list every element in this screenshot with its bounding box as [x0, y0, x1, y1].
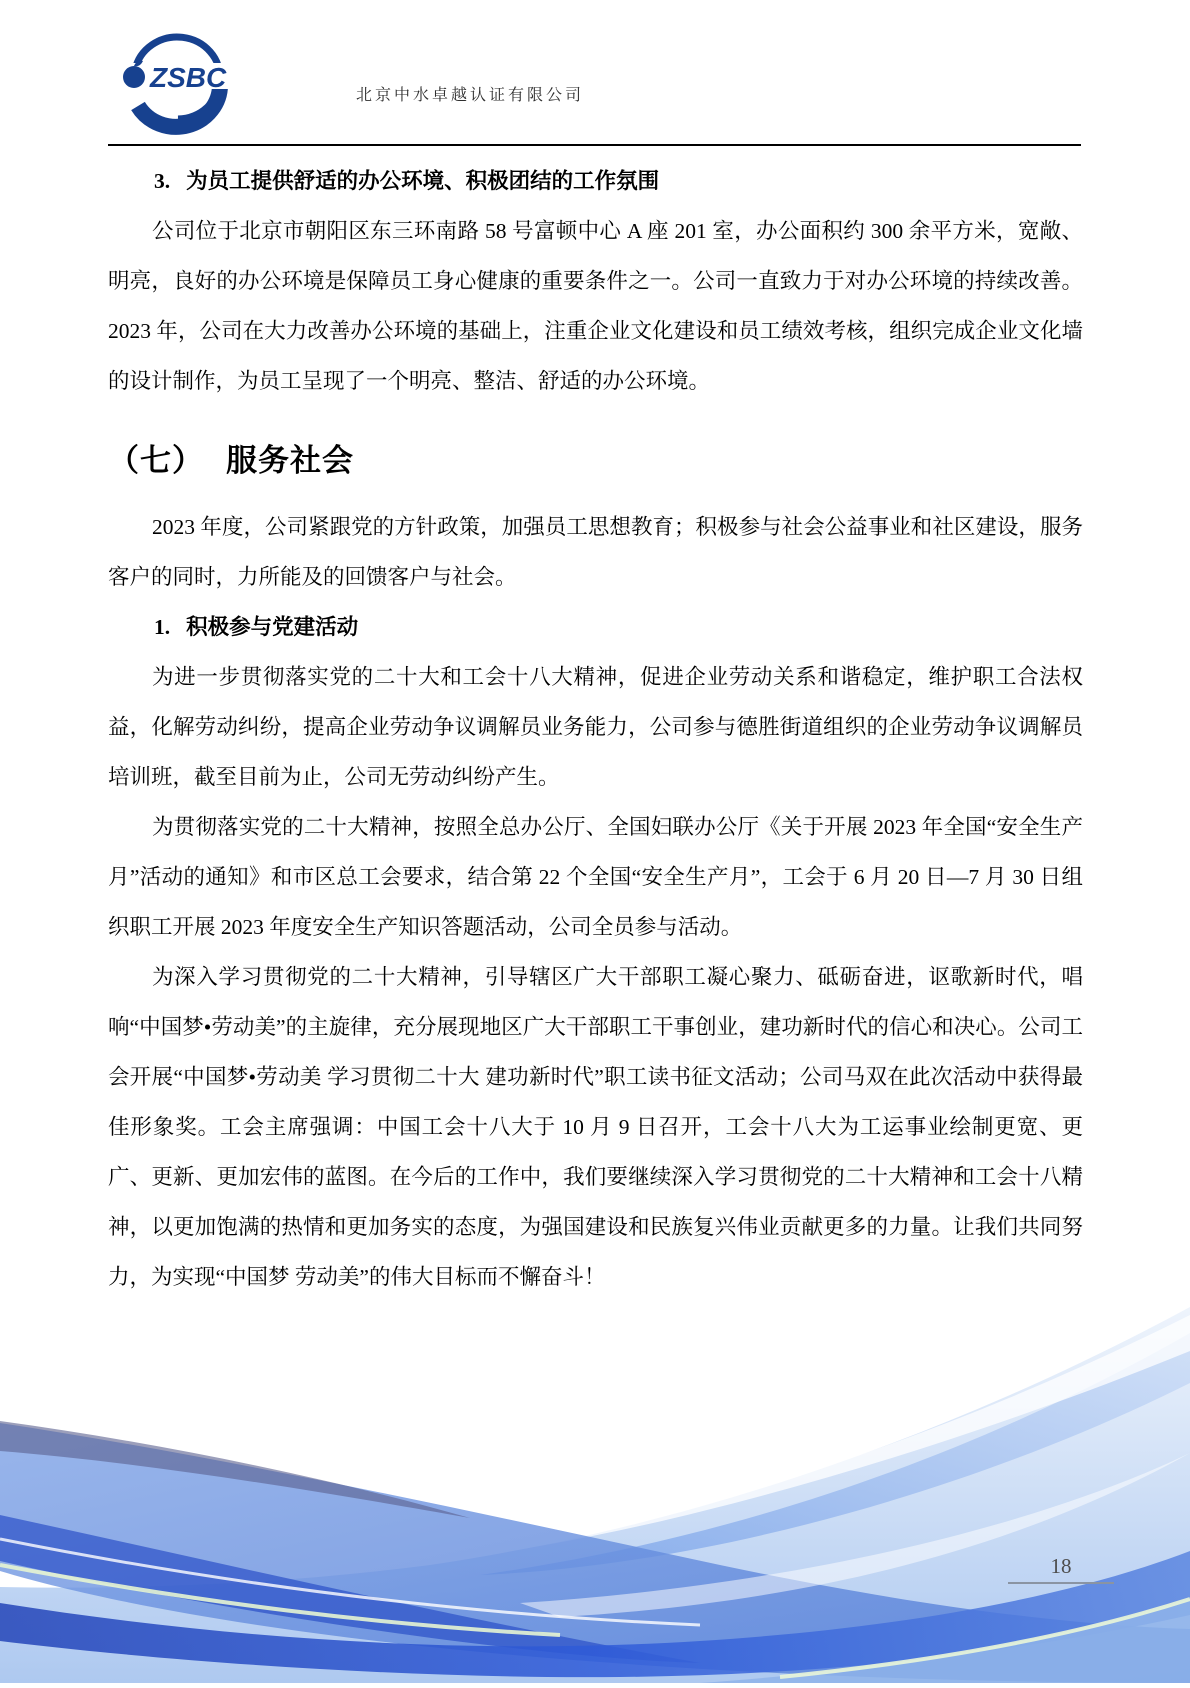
logo-wordmark: ZSBC [150, 62, 227, 93]
heading-text: 积极参与党建活动 [186, 615, 359, 639]
document-body [108, 156, 1083, 1302]
heading-text: 为员工提供舒适的办公环境、积极团结的工作氛围 [186, 169, 660, 193]
heading-party-activities [108, 602, 1083, 652]
page-header [0, 0, 1190, 150]
paragraph-office-environment: 公司位于北京市朝阳区东三环南路 58 号富顿中心 A 座 201 室，办公面积约 300 余平方米，宽敞、明亮，良好的办公环境是保障员工身心健康的重要条件之一。公司一直致力于对办公环境的持续改善。2023 年，公司在大力改善办公环境的基础上，注重企业文化建设和员工绩效考核，组织完成企业文化墙的设计制作，为员工呈现了一个明亮、整洁、舒适的办公环境。 [108, 219, 1083, 393]
paragraph-reading-activity: 为深入学习贯彻党的二十大精神，引导辖区广大干部职工凝心聚力、砥砺奋进，讴歌新时代，唱响“中国梦•劳动美”的主旋律，充分展现地区广大干部职工干事创业，建功新时代的信心和决心。公司工会开展“中国梦•劳动美 学习贯彻二十大 建功新时代”职工读书征文活动；公司马双在此次活动中获得最佳形象奖。工会主席强调：中国工会十八大于 10 月 9 日召开，工会十八大为工运事业绘制更宽、更广、更新、更加宏伟的蓝图。在今后的工作中，我们要继续深入学习贯彻党的二十大精神和工会十八精神，以更加饱满的热情和更加务实的态度，为强国建设和民族复兴伟业贡献更多的力量。让我们共同努力，为实现“中国梦 劳动美”的伟大目标而不懈奋斗！ [108, 965, 1083, 1289]
paragraph-labor-mediation: 为进一步贯彻落实党的二十大和工会十八大精神，促进企业劳动关系和谐稳定，维护职工合法权益，化解劳动纠纷，提高企业劳动争议调解员业务能力，公司参与德胜街道组织的企业劳动争议调解员培训班，截至目前为止，公司无劳动纠纷产生。 [108, 665, 1083, 789]
zsbc-logo-icon [110, 24, 240, 136]
section-number: （七） [108, 443, 204, 478]
section-title: 服务社会 [226, 443, 354, 478]
page-number: 18 [1008, 1554, 1114, 1584]
paragraph-safety-month: 为贯彻落实党的二十大精神，按照全总办公厅、全国妇联办公厅《关于开展 2023 年全国“安全生产月”活动的通知》和市区总工会要求，结合第 22 个全国“安全生产月”，工会于 6 月 20 日—7 月 30 日组织职工开展 2023 年度安全生产知识答题活动，公司全员参与活动。 [108, 815, 1083, 939]
header-rule [108, 144, 1081, 146]
paragraph-serve-intro: 2023 年度，公司紧跟党的方针政策，加强员工思想教育；积极参与社会公益事业和社区建设，服务客户的同时，力所能及的回馈客户与社会。 [108, 515, 1083, 589]
heading-number: 1. [154, 615, 171, 639]
company-name: 北京中水卓越认证有限公司 [356, 87, 585, 104]
heading-number: 3. [154, 169, 171, 193]
logo-apple-mark [123, 66, 145, 88]
footer-wave-graphic [0, 1303, 1190, 1683]
heading-office-environment [108, 156, 1083, 206]
section-heading-serve-society [108, 436, 1083, 486]
